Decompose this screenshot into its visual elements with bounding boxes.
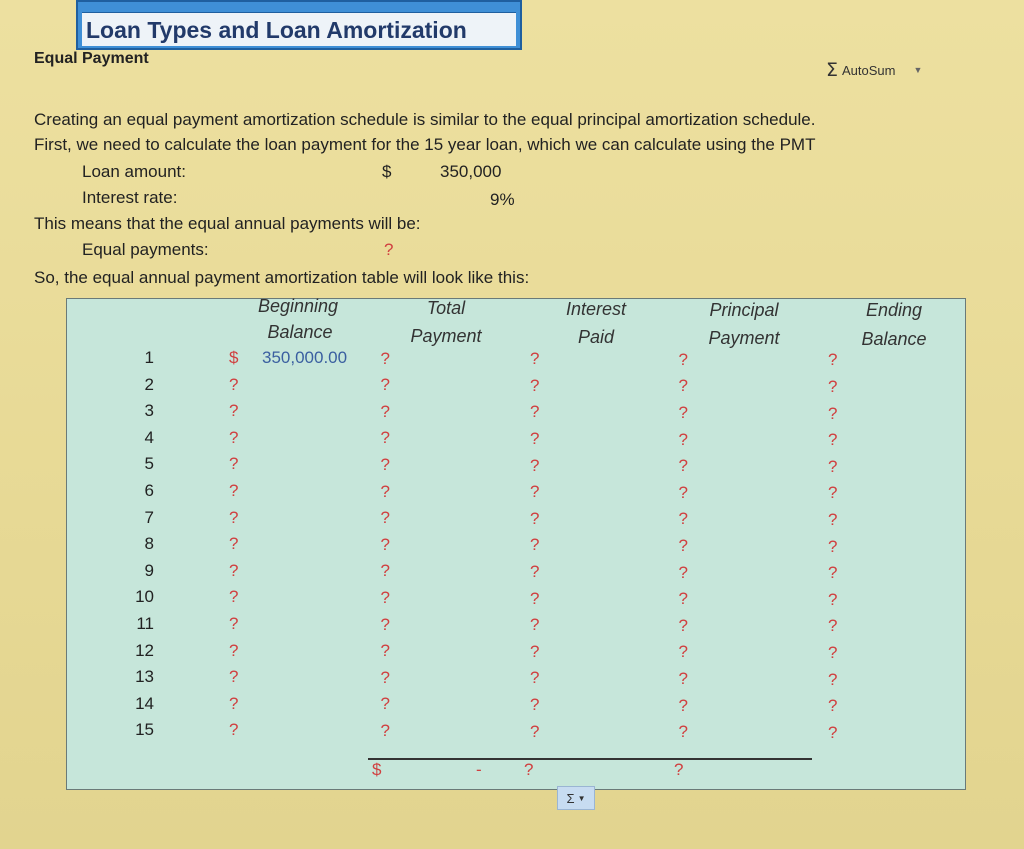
cell-pri[interactable]: ? <box>678 642 688 662</box>
loan-amount-currency: $ <box>382 162 392 181</box>
cell-end[interactable]: ? <box>828 536 838 556</box>
chevron-down-icon: ▼ <box>577 793 586 803</box>
cell-int[interactable]: ? <box>530 482 540 502</box>
header-total-line1: Total <box>426 298 466 318</box>
header-interest-line1: Interest <box>565 299 627 319</box>
autosum-quick-button[interactable] <box>557 786 595 810</box>
header-total-line2: Payment <box>410 326 482 346</box>
row-number: 4 <box>144 427 154 447</box>
cell-beg[interactable]: ? <box>229 507 239 527</box>
cell-int[interactable]: ? <box>530 641 540 661</box>
total-payment-currency[interactable]: $ <box>372 760 382 779</box>
cell-end[interactable]: ? <box>828 430 838 450</box>
cell-beg[interactable]: ? <box>229 640 239 660</box>
cell-end[interactable]: ? <box>828 456 838 476</box>
cell-pay[interactable]: ? <box>380 375 390 395</box>
header-beginning-line2: Balance <box>267 322 333 342</box>
header-principal-line2: Payment <box>708 328 780 348</box>
row-number: 14 <box>135 693 154 713</box>
cell-pri[interactable]: ? <box>678 695 688 715</box>
row-number: 1 <box>144 348 154 367</box>
cell-pay[interactable]: ? <box>380 694 390 714</box>
row-number: 8 <box>144 534 154 554</box>
row-number: 5 <box>144 454 154 474</box>
cell-pri[interactable]: ? <box>678 722 688 742</box>
title-cell[interactable] <box>76 0 522 50</box>
cell-pay[interactable]: ? <box>380 401 390 421</box>
cell-int[interactable]: ? <box>530 668 540 688</box>
cell-end[interactable]: ? <box>828 722 838 742</box>
autosum-label: AutoSum <box>842 62 896 78</box>
cell-end[interactable]: ? <box>828 377 838 396</box>
cell-pri[interactable]: ? <box>678 562 688 582</box>
totals-line <box>368 758 812 760</box>
cell-pay[interactable]: ? <box>380 614 390 634</box>
cell-int[interactable]: ? <box>530 429 540 448</box>
cell-int[interactable]: ? <box>530 349 540 369</box>
cell-beg[interactable]: ? <box>229 614 239 633</box>
cell-pri[interactable]: ? <box>678 376 688 396</box>
cell-pri[interactable]: ? <box>678 429 688 449</box>
cell-beg[interactable]: ? <box>229 374 239 394</box>
cell-pay[interactable]: ? <box>380 455 390 474</box>
cell-pay[interactable]: ? <box>380 534 390 554</box>
row-number: 9 <box>144 560 154 580</box>
cell-pri[interactable]: ? <box>678 536 688 555</box>
beginning-balance-value[interactable]: 350,000.00 <box>262 348 348 367</box>
cell-pri[interactable]: ? <box>678 615 688 635</box>
cell-int[interactable]: ? <box>530 588 540 608</box>
intro-line-2: First, we need to calculate the loan payment for the 15 year loan, which we can calculate using the PMT <box>34 135 816 154</box>
cell-int[interactable]: ? <box>530 562 540 581</box>
cell-pay[interactable]: ? <box>380 508 390 528</box>
row-number: 7 <box>144 507 154 527</box>
total-interest[interactable]: ? <box>524 760 534 779</box>
cell-end[interactable]: ? <box>828 696 838 716</box>
cell-pri[interactable]: ? <box>678 482 688 502</box>
intro-line-1: Creating an equal payment amortization schedule is similar to the equal principal amortization schedule. <box>34 110 816 129</box>
cell-int[interactable]: ? <box>530 508 540 528</box>
cell-pay[interactable]: ? <box>380 481 390 501</box>
cell-pay[interactable]: ? <box>380 561 390 581</box>
cell-int[interactable]: ? <box>530 615 540 635</box>
row-number: 12 <box>135 640 154 660</box>
cell-int[interactable]: ? <box>530 721 540 741</box>
cell-pri[interactable]: ? <box>678 349 688 369</box>
equal-payments-label: Equal payments: <box>82 240 209 259</box>
cell-pri[interactable]: ? <box>678 456 688 476</box>
cell-end[interactable]: ? <box>828 643 838 662</box>
cell-int[interactable]: ? <box>530 402 540 422</box>
row-number: 15 <box>135 720 154 740</box>
section-subtitle: Equal Payment <box>34 50 149 67</box>
cell-pri[interactable]: ? <box>678 403 688 422</box>
cell-beg[interactable]: ? <box>229 454 239 474</box>
row-number: 6 <box>144 481 154 500</box>
cell-end[interactable]: ? <box>828 589 838 609</box>
cell-pay[interactable]: ? <box>380 667 390 687</box>
cell-end[interactable]: ? <box>828 350 838 370</box>
cell-end[interactable]: ? <box>828 483 838 503</box>
cell-pay[interactable]: ? <box>380 588 390 607</box>
header-beginning-line1: Beginning <box>257 296 339 316</box>
cell-pri[interactable]: ? <box>678 509 688 529</box>
page-title: Loan Types and Loan Amortization <box>82 12 516 46</box>
autosum-button[interactable] <box>826 58 954 82</box>
cell-beg[interactable]: ? <box>229 481 239 500</box>
interest-rate-label: Interest rate: <box>82 188 178 207</box>
cell-end[interactable]: ? <box>828 403 838 423</box>
cell-end[interactable]: ? <box>828 616 838 636</box>
row-number: 13 <box>135 667 154 687</box>
cell-beg[interactable]: ? <box>229 560 239 580</box>
header-ending-line1: Ending <box>865 300 923 320</box>
total-payment-dash: - <box>476 760 482 779</box>
beginning-balance-currency: $ <box>229 348 239 367</box>
table-intro-text: So, the equal annual payment amortization table will look like this: <box>34 268 530 287</box>
cell-int[interactable]: ? <box>530 695 540 714</box>
means-text: This means that the equal annual payments will be: <box>34 214 421 233</box>
cell-pay[interactable]: ? <box>380 721 390 740</box>
cell-pri[interactable]: ? <box>678 589 688 609</box>
cell-beg[interactable]: ? <box>229 534 239 554</box>
sigma-icon: Σ <box>826 59 839 81</box>
cell-beg[interactable]: ? <box>229 587 239 607</box>
header-principal-line1: Principal <box>709 300 779 320</box>
cell-beg[interactable]: ? <box>229 693 239 713</box>
cell-end[interactable]: ? <box>828 669 838 689</box>
cell-beg[interactable]: ? <box>229 667 239 687</box>
cell-int[interactable]: ? <box>530 375 540 395</box>
header-interest-line2: Paid <box>577 327 615 347</box>
total-principal[interactable]: ? <box>674 760 684 779</box>
loan-amount-label: Loan amount: <box>82 162 186 181</box>
header-ending-line2: Balance <box>861 329 927 349</box>
row-number: 10 <box>135 587 154 607</box>
interest-rate-value[interactable]: 9% <box>490 190 515 209</box>
loan-amount-value[interactable]: 350,000 <box>440 162 502 181</box>
cell-end[interactable]: ? <box>828 510 838 529</box>
equal-payments-value[interactable]: ? <box>384 240 394 259</box>
cell-int[interactable]: ? <box>530 455 540 475</box>
cell-pay[interactable]: ? <box>380 348 390 368</box>
cell-beg[interactable]: ? <box>229 427 239 447</box>
cell-pay[interactable]: ? <box>380 428 390 448</box>
chevron-down-icon[interactable]: ▼ <box>913 65 923 75</box>
cell-pri[interactable]: ? <box>678 669 688 688</box>
row-number: 3 <box>144 401 154 421</box>
cell-end[interactable]: ? <box>828 563 838 583</box>
cell-pay[interactable]: ? <box>380 641 390 661</box>
row-number: 2 <box>144 374 154 394</box>
sigma-icon: Σ <box>566 790 575 806</box>
cell-beg[interactable]: ? <box>229 401 239 421</box>
row-number: 11 <box>136 614 154 633</box>
cell-beg[interactable]: ? <box>229 720 239 740</box>
cell-int[interactable]: ? <box>530 535 540 555</box>
